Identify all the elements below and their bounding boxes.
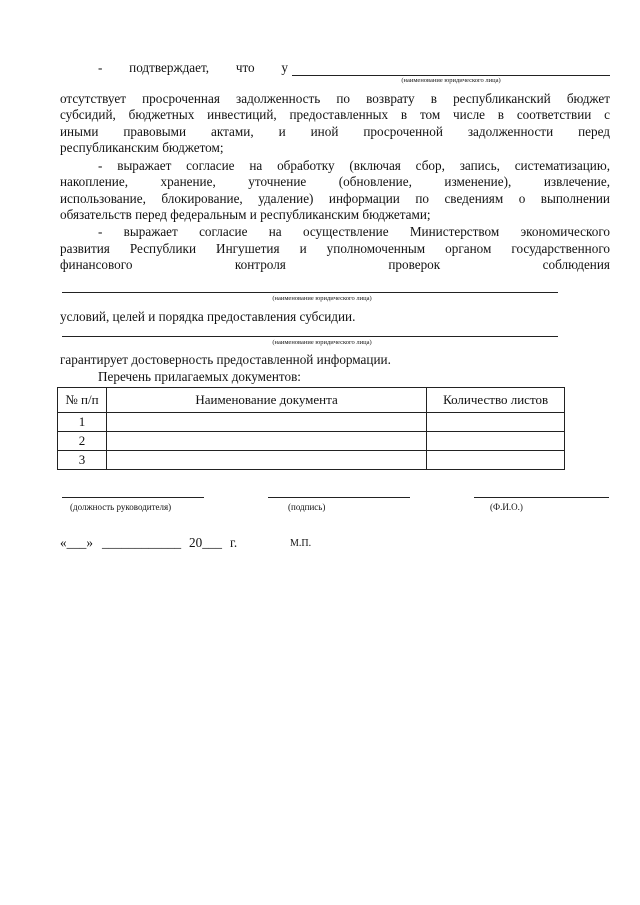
paragraph-consent-processing-line-3: использование, блокирование, удаление) информации по сведениям о выполнении [60,191,610,206]
entity-name-caption-1: (наименование юридического лица) [401,77,501,84]
entity-name-blank-3[interactable] [62,336,558,337]
position-caption: (должность руководителя) [70,502,172,512]
word-that: что [235,60,255,75]
paragraph-consent-processing-line-1: - выражает согласие на обработку (включая сбор, запись, систематизацию, [98,158,610,173]
full-name-caption: (Ф.И.О.) [490,502,523,512]
cell-sheet-count[interactable] [427,451,565,470]
attached-documents-table [57,387,565,470]
word-at: у [281,60,288,75]
paragraph-no-debt-line-2: субсидий, бюджетных инвестиций, предоставленных в том числе в соответствии с [60,107,610,122]
table-header-row [58,388,565,413]
table-row [58,432,565,451]
signature-blank[interactable] [268,497,410,498]
table-row [58,413,565,432]
entity-name-blank-2[interactable] [62,292,558,293]
column-header-document-name: Наименование документа [106,388,426,413]
signature-caption: (подпись) [288,502,326,512]
position-blank[interactable] [62,497,204,498]
date-year-suffix: г. [230,535,238,550]
cell-number: 3 [58,451,107,470]
conditions-line: условий, целей и порядка предоставления субсидии. [60,309,356,324]
entity-name-blank-1[interactable] [292,75,610,76]
paragraph-consent-processing-line-2: накопление, хранение, уточнение (обновление, изменение), извлечение, [60,174,610,189]
confirms-line [98,60,288,76]
cell-number: 2 [58,432,107,451]
paragraph-no-debt-line-1: отсутствует просроченная задолженность по возврату в республиканский бюджет [60,91,610,106]
paragraph-no-debt-line-3: иными правовыми актами, и иной просроченной задолженности перед [60,124,610,139]
cell-number: 1 [58,413,107,432]
cell-document-name[interactable] [106,432,426,451]
entity-name-caption-3: (наименование юридического лица) [272,339,372,346]
entity-name-caption-2: (наименование юридического лица) [272,295,372,302]
cell-sheet-count[interactable] [427,432,565,451]
date-year-field[interactable]: 20___ [189,535,222,550]
word-confirms: подтверждает, [129,60,210,75]
table-row [58,451,565,470]
cell-document-name[interactable] [106,413,426,432]
column-header-number: № п/п [58,388,107,413]
paragraph-consent-inspection-line-3: финансового контроля проверок соблюдения [60,257,610,272]
attached-list-title: Перечень прилагаемых документов: [98,369,301,384]
full-name-blank[interactable] [474,497,609,498]
date-day-field[interactable]: «___» [60,535,93,550]
paragraph-consent-processing-line-4: обязательств перед федеральным и республиканским бюджетами; [60,207,431,222]
cell-document-name[interactable] [106,451,426,470]
guarantee-line: гарантирует достоверность предоставленной информации. [60,352,391,367]
paragraph-consent-inspection-line-2: развития Республики Ингушетия и уполномоченным органом государственного [60,241,610,256]
paragraph-no-debt-line-4: республиканским бюджетом; [60,140,224,155]
date-month-field[interactable]: ____________ [102,535,182,550]
stamp-place-label: М.П. [290,538,312,549]
paragraph-consent-inspection-line-1: - выражает согласие на осуществление Министерством экономического [98,224,610,239]
cell-sheet-count[interactable] [427,413,565,432]
column-header-sheet-count: Количество листов [427,388,565,413]
dash: - [98,60,103,75]
